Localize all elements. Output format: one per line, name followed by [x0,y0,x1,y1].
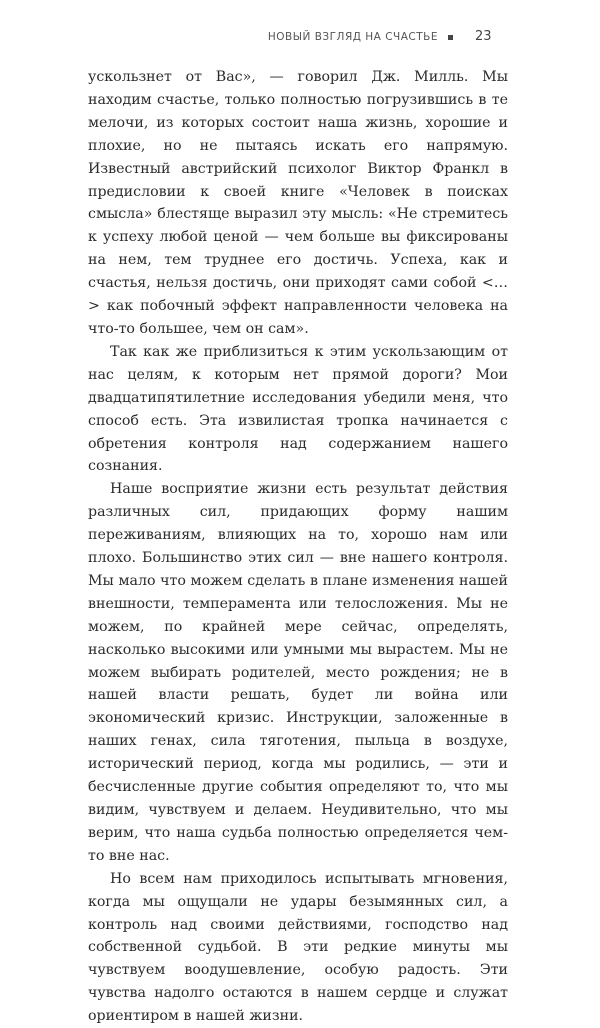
paragraph: Так как же приблизиться к этим ускользающим от нас целям, к которым нет прямой дороги? Мои двадцатипятилетние исследования убедили меня, что способ есть. Эта извилистая тропка начинается с обретения контроля над содержанием нашего сознания. [88,343,508,475]
paragraph: ускользнет от Вас», — говорил Дж. Милль. Мы находим счастье, только полностью погрузившись в те мелочи, из которых состоит наша жизнь, хорошие и плохие, но не пытаясь искать его напрямую. Известный австрийский психолог Виктор Франкл в предисловии к своей книге «Человек в поисках смысла» блестяще выразил эту мысль: «Не стремитесь к успеху любой ценой — чем больше вы фиксированы на нем, тем труднее его достичь. Успеха, как и счастья, нельзя достичь, они приходят сами собой <…> как побочный эффект направленности человека на что-то большее, чем он сам». [88,69,508,337]
chapter-title: НОВЫЙ ВЗГЛЯД НА СЧАСТЬЕ [267,31,438,43]
running-head [0,27,600,47]
paragraph: Наше восприятие жизни есть результат действия различных сил, придающих форму нашим переживаниям, влияющих на то, хорошо нам или плохо. Большинство этих сил — вне нашего контроля. Мы мало что можем сделать в плане изменения нашей внешности, темперамента или телосложения. Мы не можем, по крайней мере сейчас, определять, насколько высокими или умными мы вырастем. Мы не можем выбирать родителей, место рождения; не в нашей власти решать, будет ли война или экономический кризис. Инструкции, заложенные в наших генах, сила тяготения, пыльца в воздухе, исторический период, когда мы родились, — эти и бесчисленные другие события определяют то, что мы видим, чувствуем и делаем. Неудивительно, что мы верим, что наша судьба полностью определяется чем-то вне нас. [88,481,508,864]
paragraph: Но всем нам приходилось испытывать мгновения, когда мы ощущали не удары безымянных сил, а контроль над своими действиями, господство над собственной судьбой. В эти редкие минуты мы чувствуем воодушевление, особую радость. Эти чувства надолго остаются в нашем сердце и служат ориентиром в нашей жизни. [88,870,508,1025]
page-number: 23 [475,29,492,44]
body-text [88,66,508,1028]
separator-square-icon [448,35,453,40]
